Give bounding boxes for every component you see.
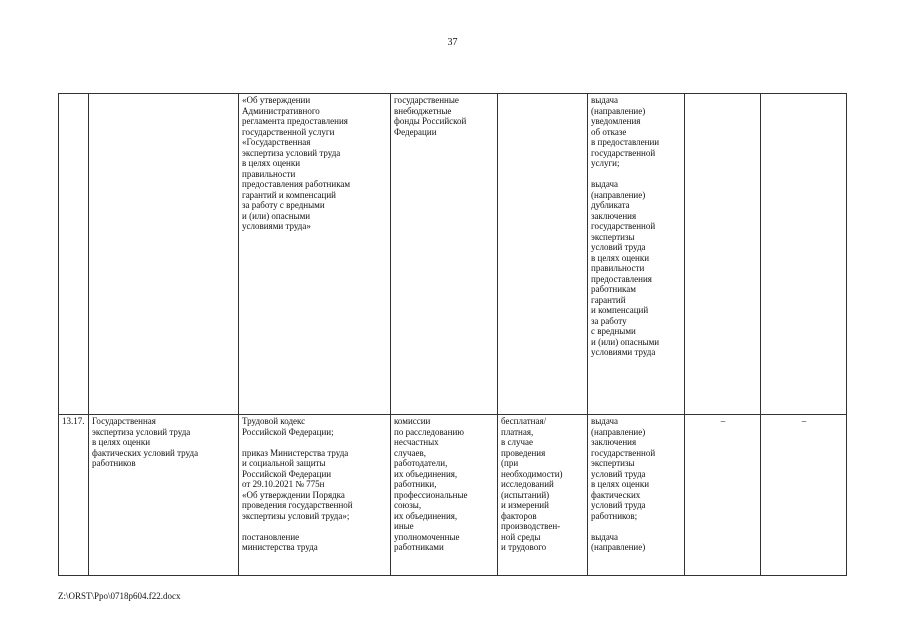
table-row <box>59 415 847 576</box>
service-name-cell: Государственная экспертиза условий труда в целях оценки фактических условий труда работников <box>89 415 239 576</box>
column-7-cell <box>685 94 761 415</box>
footer-file-path: Z:\ORST\Ppo\0718p604.f22.docx <box>58 591 181 601</box>
service-name-cell <box>89 94 239 415</box>
result-cell: выдача (направление) заключения государственной экспертизы условий труда в целях оценки фактических условий труда работников; выдача (направление) <box>588 415 685 576</box>
applicants-cell: государственные внебюджетные фонды Российской Федерации <box>391 94 498 415</box>
row-number-cell <box>59 94 89 415</box>
row-number-cell: 13.17. <box>59 415 89 576</box>
page-number: 37 <box>447 37 458 48</box>
fee-cell: бесплатная/ платная, в случае проведения (при необходимости) исследований (испытаний) и измерений факторов производствен- ной среды и трудового <box>498 415 588 576</box>
legal-basis-cell: Трудовой кодекс Российской Федерации; приказ Министерства труда и социальной защиты Российской Федерации от 29.10.2021 № 775н «Об утверждении Порядка проведения государственной экспертизы условий труда»; постановление министерства труда <box>239 415 391 576</box>
column-8-cell <box>761 94 847 415</box>
fee-cell <box>498 94 588 415</box>
table-row <box>59 94 847 415</box>
result-cell: выдача (направление) уведомления об отказе в предоставлении государственной услуги; выдача (направление) дубликата заключения государственной экспертизы условий труда в целях оценки правильности предоставления работникам гарантий и компенсаций за работу с вредными и (или) опасными условиями труда <box>588 94 685 415</box>
services-table <box>58 93 847 576</box>
applicants-cell: комиссии по расследованию несчастных случаев, работодатели, их объединения, работники, профессиональные союзы, их объединения, иные уполномоченные работниками <box>391 415 498 576</box>
column-7-cell: – <box>685 415 761 576</box>
legal-basis-cell: «Об утверждении Административного регламента предоставления государственной услуги «Государственная экспертиза условий труда в целях оценки правильности предоставления работникам гарантий и компенсаций за работу с вредными и (или) опасными условиями труда» <box>239 94 391 415</box>
column-8-cell: – <box>761 415 847 576</box>
